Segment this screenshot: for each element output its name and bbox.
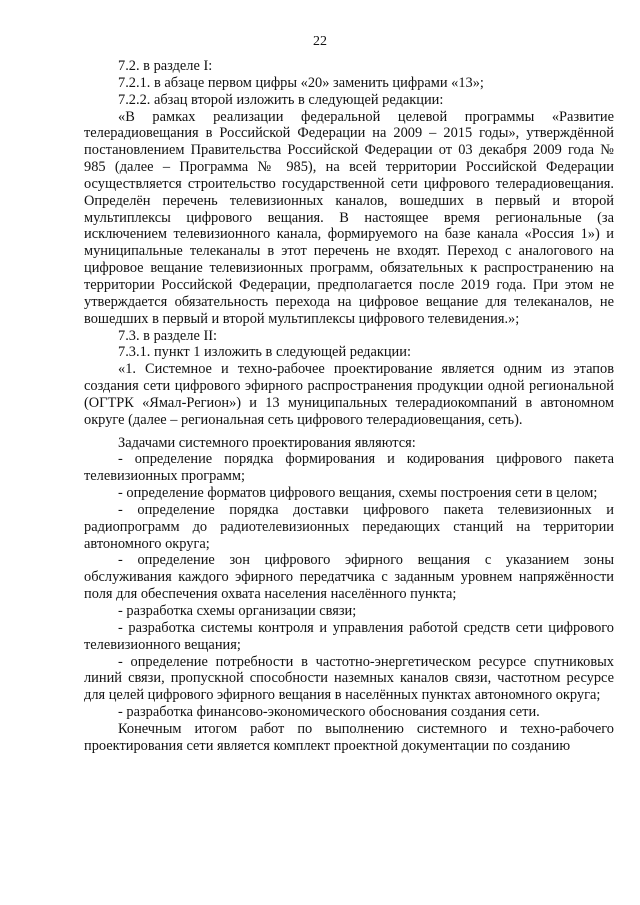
list-item: - определение порядка доставки цифрового пакета телевизионных и радиопрограмм до радиотелевизионных передающих станций на территории автономного округа; — [84, 501, 614, 552]
paragraph-7-2-1: 7.2.1. в абзаце первом цифры «20» заменить цифрами «13»; — [118, 74, 484, 91]
list-item: - определение порядка формирования и кодирования цифрового пакета телевизионных программ; — [84, 451, 614, 485]
paragraph-7-3-1: 7.3.1. пункт 1 изложить в следующей редакции: — [118, 344, 411, 361]
page-number: 22 — [313, 34, 327, 49]
paragraph-7-3: 7.3. в разделе II: — [118, 327, 218, 344]
paragraph-system-design: «1. Системное и техно-рабочее проектирование является одним из этапов создания сети цифрового эфирного распространения продукции одной региональной (ОГТРК «Ямал-Регион») и 13 муниципальных телерадиокомпаний в автономном округе (далее – региональная сеть цифрового телерадиовещания, сеть). — [84, 361, 614, 428]
paragraph-7-2: 7.2. в разделе I: — [118, 58, 213, 74]
list-item: - разработка системы контроля и управления работой средств сети цифрового телевизионного вещания; — [84, 619, 614, 653]
list-item: - разработка схемы организации связи; — [118, 603, 357, 619]
document-body — [84, 58, 614, 755]
paragraph-7-2-2: 7.2.2. абзац второй изложить в следующей редакции: — [118, 91, 444, 108]
list-item: - разработка финансово-экономического обоснования создания сети. — [118, 704, 540, 721]
paragraph-program-text: «В рамках реализации федеральной целевой программы «Развитие телерадиовещания в Российской Федерации на 2009 – 2015 годы», утверждённой постановлением Правительства Российской Федерации от 03 декабря 2009 года № 985 (далее – Программа № 985), на всей территории Российской Федерации осуществляется строительство государственной сети цифрового телерадиовещания. Определён перечень телевизионных каналов, вошедших в первый и второй мультиплексы цифрового вещания. В настоящее время региональные (за исключением телевизионного канала, формируемого на базе канала «Россия 1») и муниципальные телеканалы в этот перечень не входят. Переход с аналогового на цифровое вещание телевизионных программ, обязательных к распространению на территории Российской Федерации, предполагается после 2019 года. При этом не утверждается обязательность перехода на цифровое вещание для телеканалов, не вошедших в первый и второй мультиплексы цифрового телевидения.»; — [84, 108, 614, 327]
list-item: - определение потребности в частотно-энергетическом ресурсе спутниковых линий связи, пропускной способности наземных каналов связи, частотном ресурсе для целей цифрового эфирного вещания в населённых пунктах автономного округа; — [84, 653, 614, 704]
list-item: - определение зон цифрового эфирного вещания с указанием зоны обслуживания каждого эфирного передатчика с заданным уровнем напряжённости поля для обеспечения охвата населения населённого пункта; — [84, 552, 614, 603]
paragraph-tasks-heading: Задачами системного проектирования являются: — [118, 434, 416, 451]
list-item: - определение форматов цифрового вещания, схемы построения сети в целом; — [118, 485, 598, 502]
paragraph-final-result: Конечным итогом работ по выполнению системного и техно-рабочего проектирования сети является комплект проектной документации по созданию — [84, 720, 614, 754]
